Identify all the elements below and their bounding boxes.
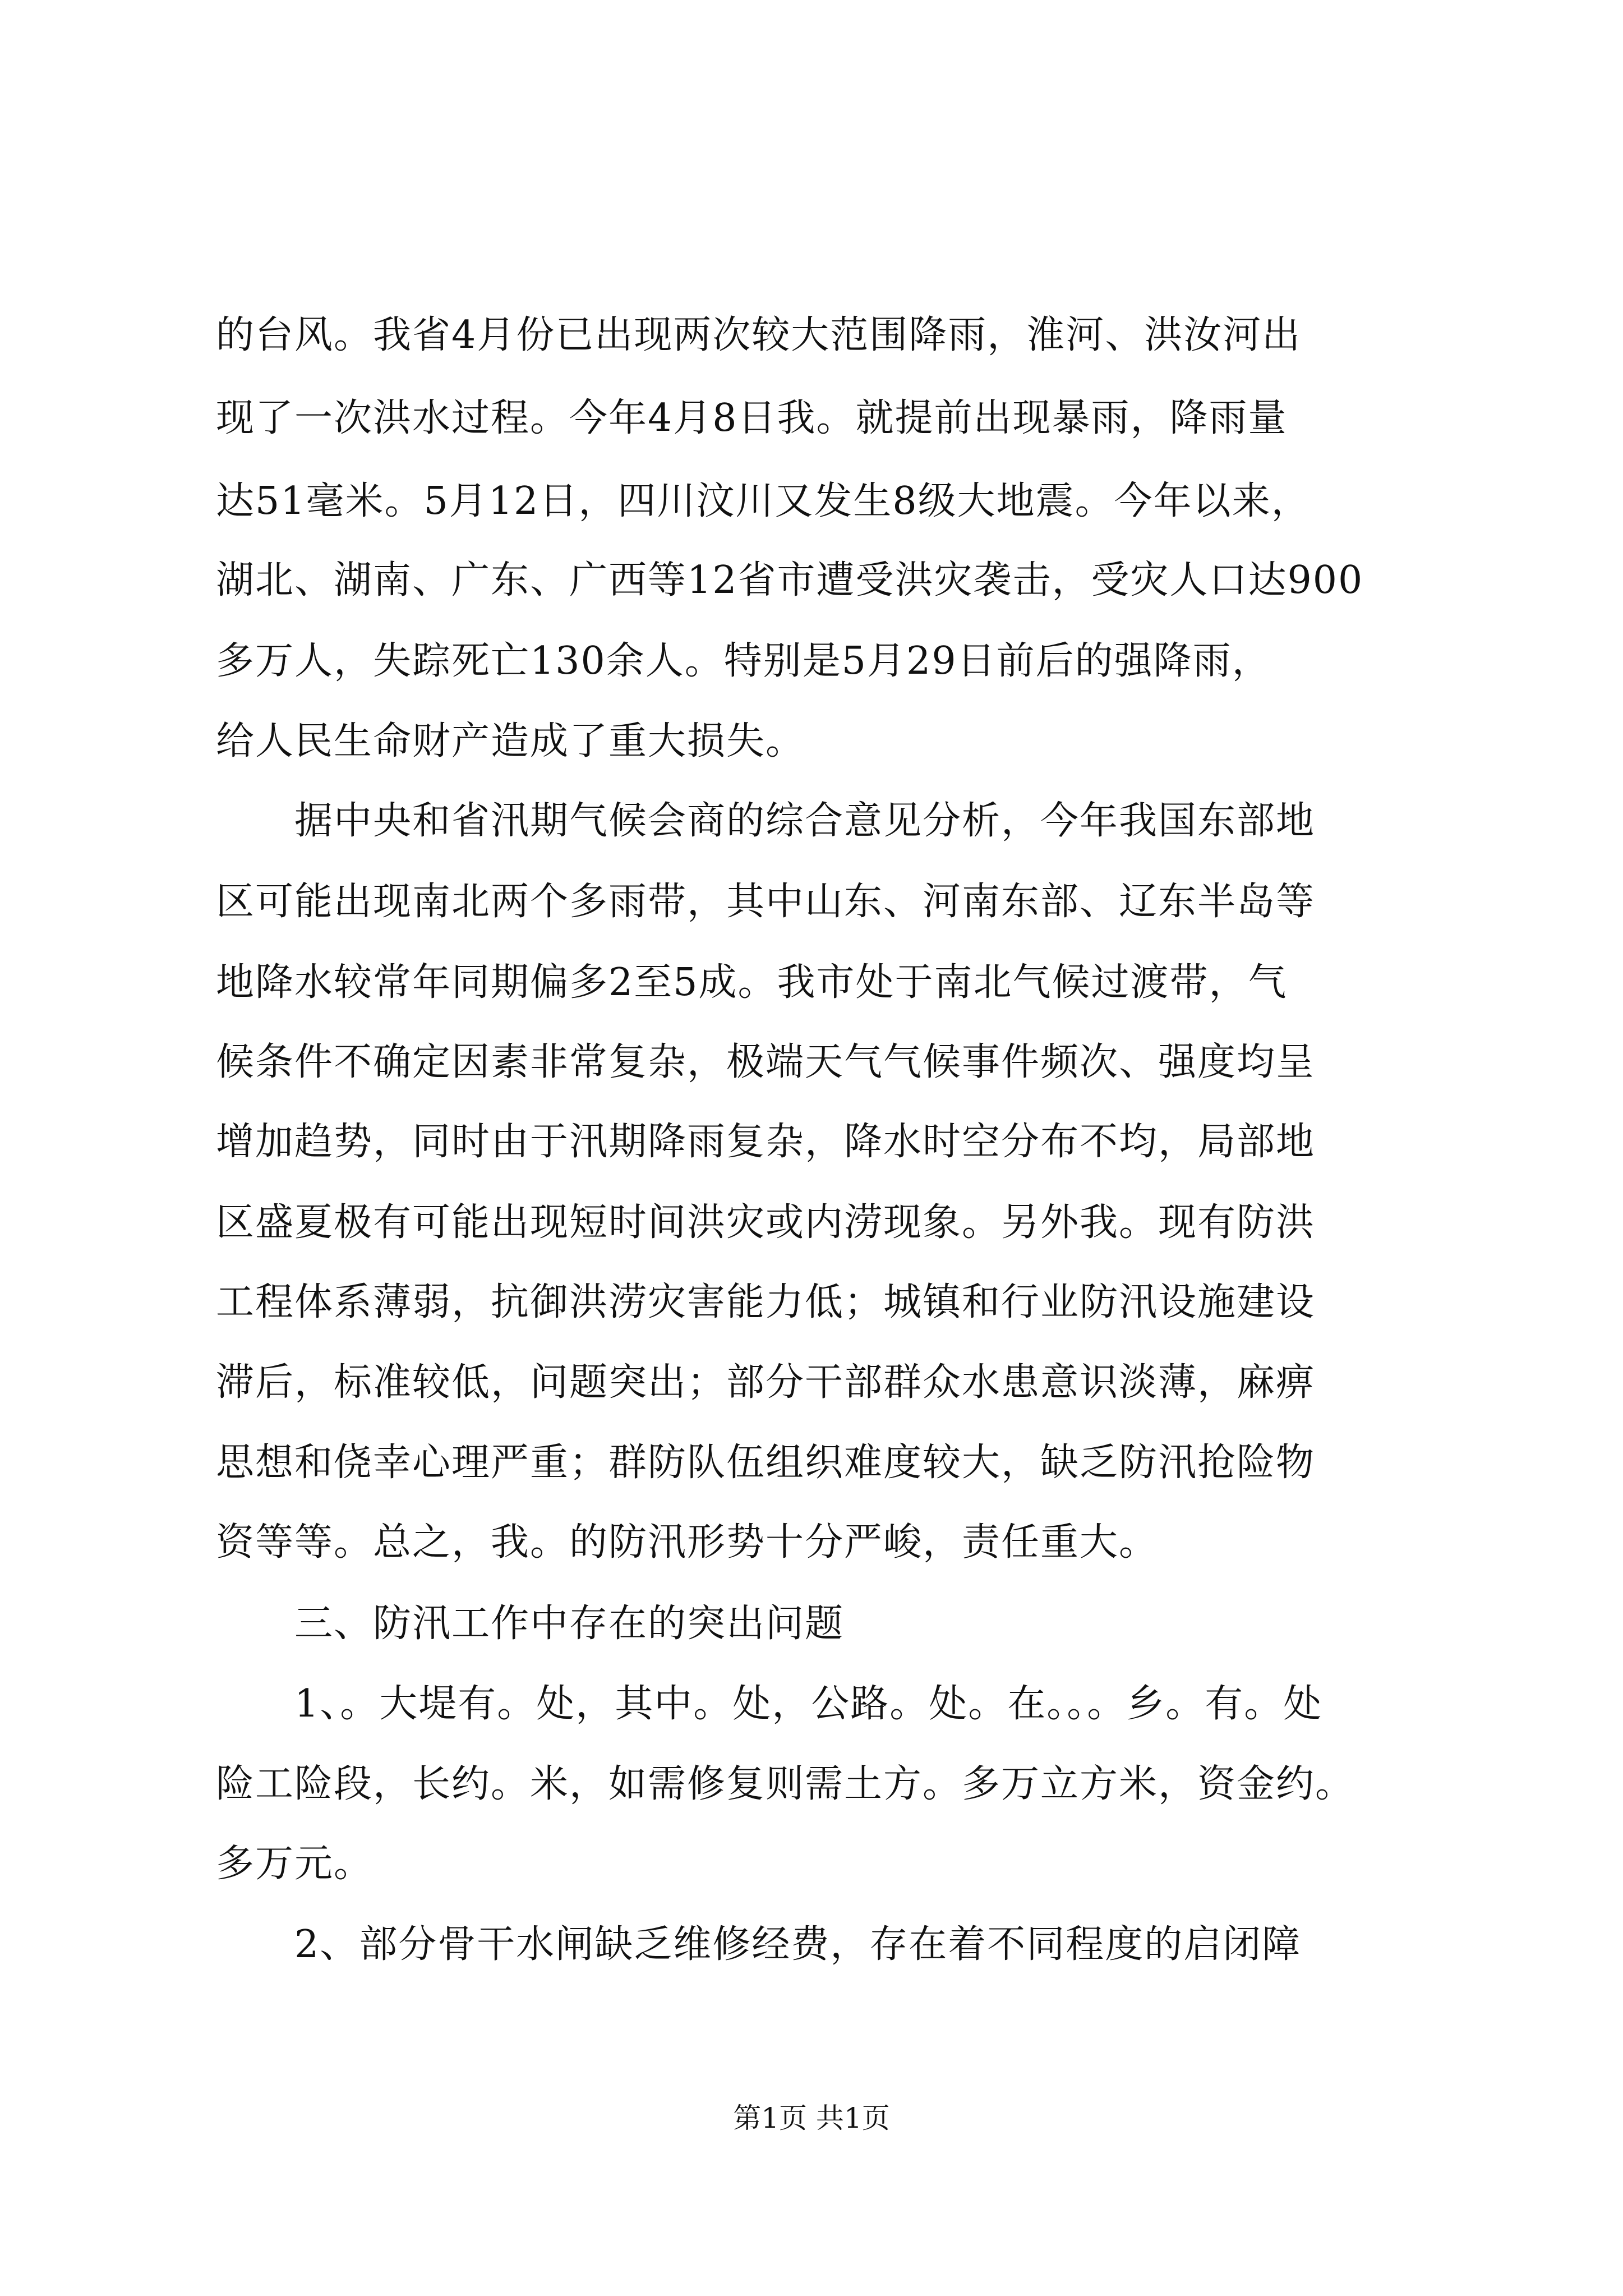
list-item-line: 险工险段，长约。米，如需修复则需土方。多万立方米，资金约。	[216, 1762, 1355, 1806]
paragraph-line: 多万人，失踪死亡130余人。特别是5月29日前后的强降雨，	[216, 639, 1271, 683]
page-footer: 第1页 共1页	[733, 2102, 890, 2134]
paragraph-line: 候条件不确定因素非常复杂，极端天气气候事件频次、强度均呈	[216, 1040, 1316, 1084]
paragraph-line: 达51毫米。5月12日，四川汶川又发生8级大地震。今年以来，	[216, 479, 1311, 523]
paragraph-line: 现了一次洪水过程。今年4月8日我。就提前出现暴雨，降雨量	[216, 396, 1288, 440]
paragraph-line: 湖北、湖南、广东、广西等12省市遭受洪灾袭击，受灾人口达900	[216, 558, 1364, 602]
paragraph-line: 资等等。总之，我。的防汛形势十分严峻，责任重大。	[216, 1520, 1159, 1565]
list-item-line: 2、部分骨干水闸缺乏维修经费，存在着不同程度的启闭障	[294, 1922, 1302, 1967]
paragraph-line: 给人民生命财产造成了重大损失。	[216, 719, 805, 763]
paragraph-line: 的台风。我省4月份已出现两次较大范围降雨，淮河、洪汝河出	[216, 313, 1302, 357]
section-heading: 三、防汛工作中存在的突出问题	[294, 1602, 845, 1646]
list-item-line: 多万元。	[216, 1842, 374, 1886]
list-item-line: 1、。大堤有。处，其中。处，公路。处。在。。。乡。有。处	[294, 1682, 1323, 1726]
paragraph-line: 工程体系薄弱，抗御洪涝灾害能力低；城镇和行业防汛设施建设	[216, 1280, 1316, 1324]
paragraph-line: 区盛夏极有可能出现短时间洪灾或内涝现象。另外我。现有防洪	[216, 1200, 1316, 1245]
paragraph-line: 地降水较常年同期偏多2至5成。我市处于南北气候过渡带，气	[216, 960, 1288, 1005]
paragraph-line: 增加趋势，同时由于汛期降雨复杂，降水时空分布不均，局部地	[216, 1120, 1316, 1164]
paragraph-line: 据中央和省汛期气候会商的综合意见分析，今年我国东部地	[294, 799, 1316, 843]
paragraph-line: 区可能出现南北两个多雨带，其中山东、河南东部、辽东半岛等	[216, 880, 1316, 924]
paragraph-line: 滞后，标准较低，问题突出；部分干部群众水患意识淡薄，麻痹	[216, 1360, 1316, 1405]
paragraph-line: 思想和侥幸心理严重；群防队伍组织难度较大，缺乏防汛抢险物	[216, 1441, 1316, 1485]
